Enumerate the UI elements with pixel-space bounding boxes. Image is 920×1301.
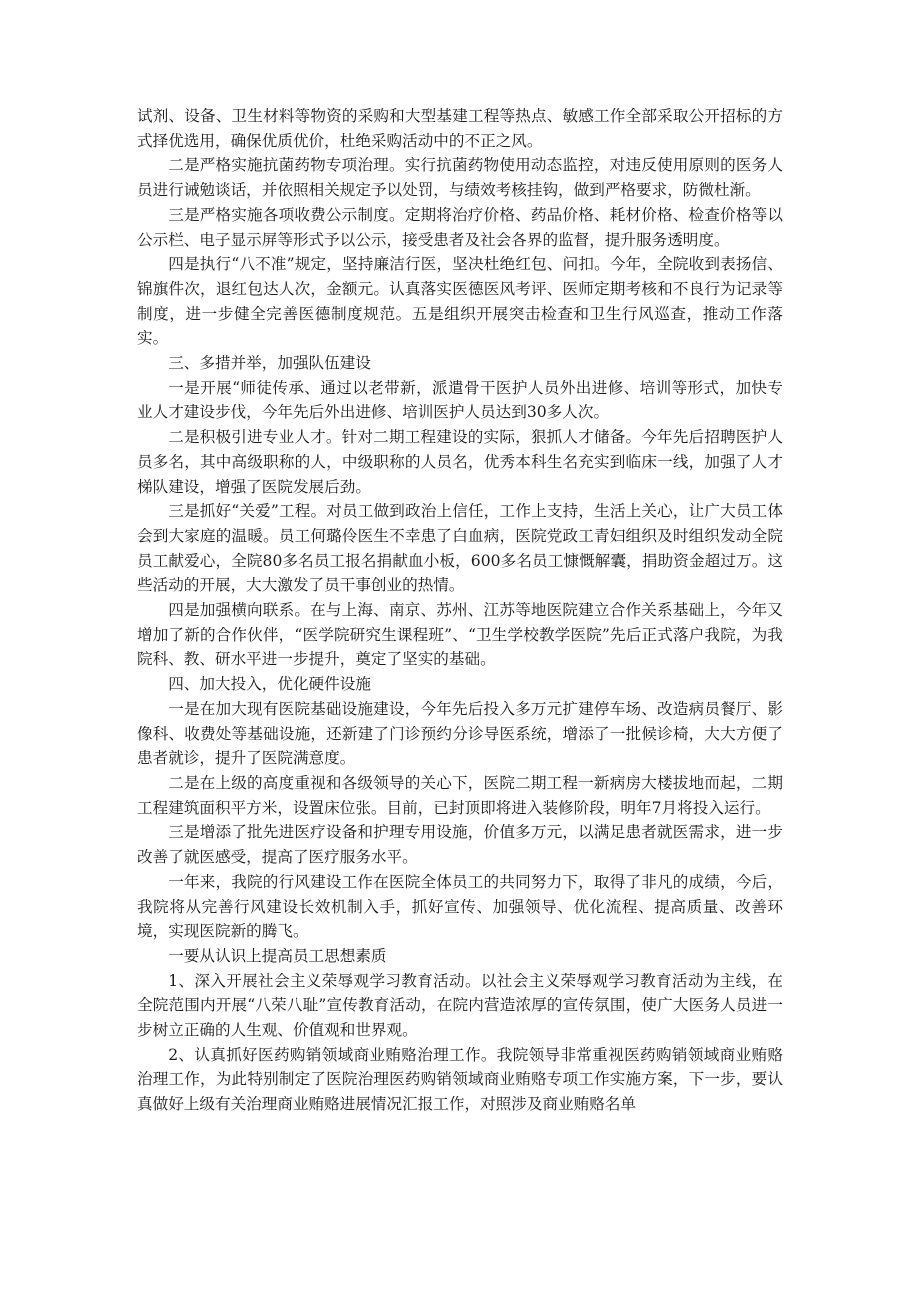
paragraph: 四是执行“八不准”规定，坚持廉洁行医，坚决杜绝红包、问扣。今年，全院收到表扬信、锦旗件次，退红包达人次，金额元。认真落实医德医风考评、医师定期考核和不良行为记录等制度，进一步健全完善医德制度规范。五是组织开展突击检查和卫生行风巡查，推动工作落实。	[137, 255, 783, 348]
paragraph: 二是积极引进专业人才。针对二期工程建设的实际，狠抓人才储备。今年先后招聘医护人员多名，其中高级职称的人，中级职称的人员名，优秀本科生名充实到临床一线，加强了人才梯队建设，增强了医院发展后劲。	[137, 428, 783, 496]
paragraph: 二是在上级的高度重视和各级领导的关心下，医院二期工程一新病房大楼拔地而起，二期工程建筑面积平方米，设置床位张。目前，已封顶即将进入装修阶段，明年7月将投入运行。	[137, 773, 783, 817]
document-page	[137, 104, 783, 1117]
section-heading: 一要从认识上提高员工思想素质	[168, 946, 387, 965]
paragraph: 二是严格实施抗菌药物专项治理。实行抗菌药物使用动态监控，对违反使用原则的医务人员进行诫勉谈话，并依照相关规定予以处罚，与绩效考核挂钩，做到严格要求，防微杜渐。	[137, 156, 783, 200]
paragraph: 一年来，我院的行风建设工作在医院全体员工的共同努力下，取得了非凡的成绩，今后，我院将从完善行风建设长效机制入手，抓好宣传、加强领导、优化流程、提高质量、改善环境，实现医院新的腾飞。	[137, 872, 783, 941]
paragraph: 2、认真抓好医药购销领域商业贿赂治理工作。我院领导非常重视医药购销领域商业贿赂治理工作，为此特别制定了医院治理医药购销领域商业贿赂专项工作实施方案，下一步，要认真做好上级有关治理商业贿赂进展情况汇报工作，对照涉及商业贿赂名单	[137, 1045, 783, 1114]
paragraph: 一是在加大现有医院基础设施建设，今年先后投入多万元扩建停车场、改造病员餐厅、影像科、收费处等基础设施，还新建了门诊预约分诊导医系统，增添了一批候诊椅，大大方便了患者就诊，提升了医院满意度。	[137, 699, 783, 768]
paragraph: 四是加强横向联系。在与上海、南京、苏州、江苏等地医院建立合作关系基础上，今年又增加了新的合作伙伴，“医学院研究生课程班”、“卫生学校教学医院”先后正式落户我院，为我院科、教、研水平进一步提升，奠定了坚实的基础。	[137, 601, 783, 669]
paragraph: 三是抓好“关爱”工程。对员工做到政治上信任，工作上支持，生活上关心，让广大员工体会到大家庭的温暖。员工何璐伶医生不幸患了白血病，医院党政工青妇组织及时组织发动全院员工献爱心，全院80多名员工报名捐献血小板，600多名员工慷慨解囊，捐助资金超过万。这些活动的开展，大大激发了员干事创业的热情。	[137, 502, 783, 595]
section-heading: 四、加大投入，优化硬件设施	[168, 675, 371, 694]
paragraph: 一是开展“师徒传承、通过以老带新，派遣骨干医护人员外出进修、培训等形式，加快专业人才建设步伐，今年先后外出进修、培训医护人员达到30多人次。	[137, 378, 783, 422]
paragraph: 1、深入开展社会主义荣辱观学习教育活动。以社会主义荣辱观学习教育活动为主线，在全院范围内开展“八荣八耻”宣传教育活动，在院内营造浓厚的宣传氛围，使广大医务人员进一步树立正确的人生观、价值观和世界观。	[137, 971, 783, 1040]
paragraph: 三是严格实施各项收费公示制度。定期将治疗价格、药品价格、耗材价格、检查价格等以公示栏、电子显示屏等形式予以公示，接受患者及社会各界的监督，提升服务透明度。	[137, 205, 783, 249]
paragraph: 试剂、设备、卫生材料等物资的采购和大型基建工程等热点、敏感工作全部采取公开招标的方式择优选用，确保优质优价，杜绝采购活动中的不正之风。	[137, 107, 783, 150]
section-heading: 三、多措并举，加强队伍建设	[168, 354, 371, 373]
paragraph: 三是增添了批先进医疗设备和护理专用设施，价值多万元，以满足患者就医需求，进一步改善了就医感受，提高了医疗服务水平。	[137, 823, 783, 867]
